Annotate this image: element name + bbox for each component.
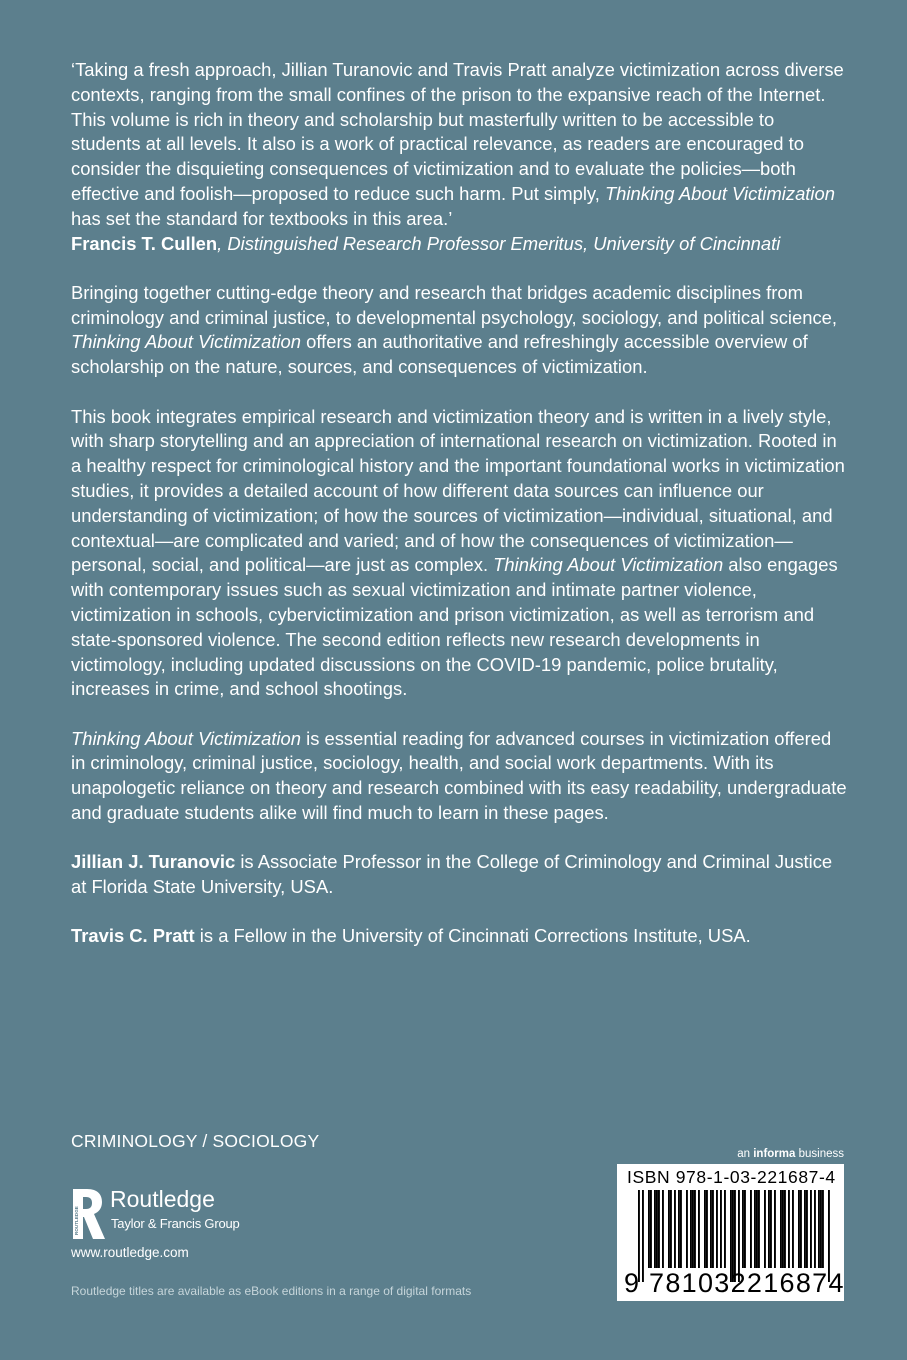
barcode-bar bbox=[712, 1190, 714, 1268]
publisher-url[interactable]: www.routledge.com bbox=[71, 1245, 189, 1260]
barcode-bar bbox=[758, 1190, 760, 1268]
barcode-bar bbox=[780, 1190, 782, 1268]
publisher-group: Taylor & Francis Group bbox=[111, 1216, 240, 1231]
author-bio-1: Jillian J. Turanovic is Associate Professor in the College of Criminology and Criminal Justice at Florida State University, USA. bbox=[71, 851, 833, 898]
barcode-bar bbox=[674, 1190, 676, 1268]
book-title: Thinking About Victimization bbox=[604, 182, 835, 204]
endorsement-quote: ‘Taking a fresh approach, Jillian Turanovic and Travis Pratt analyze victimization across diverse contexts, ranging from the small confines of the prison to the expansive reach of the Internet. This volume is rich in theory and scholarship but masterfully written to be accessible to students at all levels. It also is a work of practical relevance, as readers are encouraged to consider the disquieting consequences of victimization and to evaluate the policies—both effective and foolish—proposed to reduce such harm. Put simply, Thinking About Victimization has set the standard for textbooks in this area.’ bbox=[71, 59, 844, 229]
barcode-bar bbox=[654, 1190, 656, 1268]
barcode-bar bbox=[810, 1190, 812, 1268]
barcode-bar bbox=[798, 1190, 800, 1268]
informa-business-tag: an informa business bbox=[737, 1148, 844, 1160]
barcode-bar bbox=[804, 1190, 806, 1268]
svg-text:ROUTLEDGE: ROUTLEDGE bbox=[74, 1206, 79, 1235]
barcode-bar bbox=[820, 1190, 822, 1268]
barcode-bar bbox=[656, 1190, 658, 1268]
isbn-label: ISBN 978-1-03-221687-4 bbox=[627, 1167, 836, 1187]
barcode-bar bbox=[806, 1190, 808, 1268]
barcode-bar bbox=[720, 1190, 722, 1268]
barcode-digit-first: 9 bbox=[624, 1268, 640, 1298]
barcode-bar bbox=[658, 1190, 660, 1268]
barcode-bar bbox=[822, 1190, 824, 1268]
barcode-bar bbox=[756, 1190, 758, 1268]
barcode-bar bbox=[800, 1190, 802, 1268]
barcode-bar bbox=[704, 1190, 706, 1268]
publisher-logo bbox=[71, 1186, 311, 1239]
barcode-bar bbox=[650, 1190, 652, 1268]
barcode-bar bbox=[648, 1190, 650, 1268]
barcode-bar bbox=[814, 1190, 816, 1268]
barcode-bar bbox=[750, 1190, 752, 1268]
barcode-bar bbox=[692, 1190, 694, 1268]
barcode-bar bbox=[678, 1190, 680, 1268]
endorser-name: Francis T. Cullen bbox=[71, 232, 218, 254]
barcode-bar bbox=[784, 1190, 786, 1268]
barcode-bar bbox=[754, 1190, 756, 1268]
barcode-bar bbox=[774, 1190, 776, 1268]
publisher-name: Routledge bbox=[110, 1186, 215, 1212]
routledge-logo-icon bbox=[71, 1189, 107, 1239]
barcode-bar bbox=[670, 1190, 672, 1268]
barcode-bar bbox=[770, 1190, 772, 1268]
endorsement-attribution bbox=[71, 232, 847, 257]
barcode-bar bbox=[662, 1190, 664, 1268]
barcode-bar bbox=[818, 1190, 820, 1268]
author-bio-2: Travis C. Pratt is a Fellow in the University of Cincinnati Corrections Institute, USA. bbox=[71, 925, 751, 947]
isbn-barcode bbox=[617, 1164, 844, 1301]
description-paragraph-2: This book integrates empirical research and victimization theory and is written in a lively style, with sharp storytelling and an appreciation of international research on victimization. Rooted in a healthy respect for criminological history and the important foundational works in victimization studies, it provides a detailed account of how different data sources can influence our understanding of victimization; of how the sources of victimization—individual, situational, and contextual—are complicated and varied; and of how the consequences of victimization—personal, social, and political—are just as complex. Thinking About Victimization also engages with contemporary issues such as sexual victimization and intimate partner violence, victimization in schools, cybervictimization and prison victimization, as well as terrorism and state-sponsored violence. The second edition reflects new research developments in victimology, including updated discussions on the COVID-19 pandemic, police brutality, increases in crime, and school shootings. bbox=[71, 405, 845, 700]
subject-category: CRIMINOLOGY / SOCIOLOGY bbox=[71, 1131, 320, 1151]
back-cover-text bbox=[71, 58, 847, 949]
barcode-digits: 781032216874 bbox=[649, 1268, 845, 1298]
barcode-bar bbox=[716, 1190, 718, 1268]
barcode-bar bbox=[680, 1190, 682, 1268]
description-paragraph-1: Bringing together cutting-edge theory and research that bridges academic disciplines from criminology and criminal justice, to developmental psychology, sociology, and political science, Thinking About Victimization offers an authoritative and refreshingly accessible overview of scholarship on the nature, sources, and consequences of victimization. bbox=[71, 281, 837, 378]
barcode-bar bbox=[744, 1190, 746, 1268]
barcode-bar bbox=[742, 1190, 744, 1268]
barcode-bar bbox=[768, 1190, 770, 1268]
barcode-bar bbox=[698, 1190, 700, 1268]
barcode-bar bbox=[690, 1190, 692, 1268]
barcode-bar bbox=[724, 1190, 726, 1268]
barcode-bar bbox=[706, 1190, 708, 1268]
barcode-bar bbox=[764, 1190, 766, 1268]
barcode-bar bbox=[668, 1190, 670, 1268]
barcode-bar bbox=[788, 1190, 790, 1268]
barcode-bar bbox=[710, 1190, 712, 1268]
ebook-note: Routledge titles are available as eBook editions in a range of digital formats bbox=[71, 1284, 472, 1298]
barcode-bar bbox=[686, 1190, 688, 1268]
barcode-bar bbox=[782, 1190, 784, 1268]
endorser-affiliation: , Distinguished Research Professor Emeritus, University of Cincinnati bbox=[217, 232, 781, 254]
description-paragraph-3: Thinking About Victimization is essential reading for advanced courses in victimization offered in criminology, criminal justice, sociology, health, and social work departments. With its unapologetic reliance on theory and research combined with its easy readability, undergraduate and graduate students alike will find much to learn in these pages. bbox=[71, 727, 847, 824]
barcode-bar bbox=[694, 1190, 696, 1268]
barcode-bar bbox=[642, 1190, 644, 1282]
barcode-bar bbox=[792, 1190, 794, 1268]
